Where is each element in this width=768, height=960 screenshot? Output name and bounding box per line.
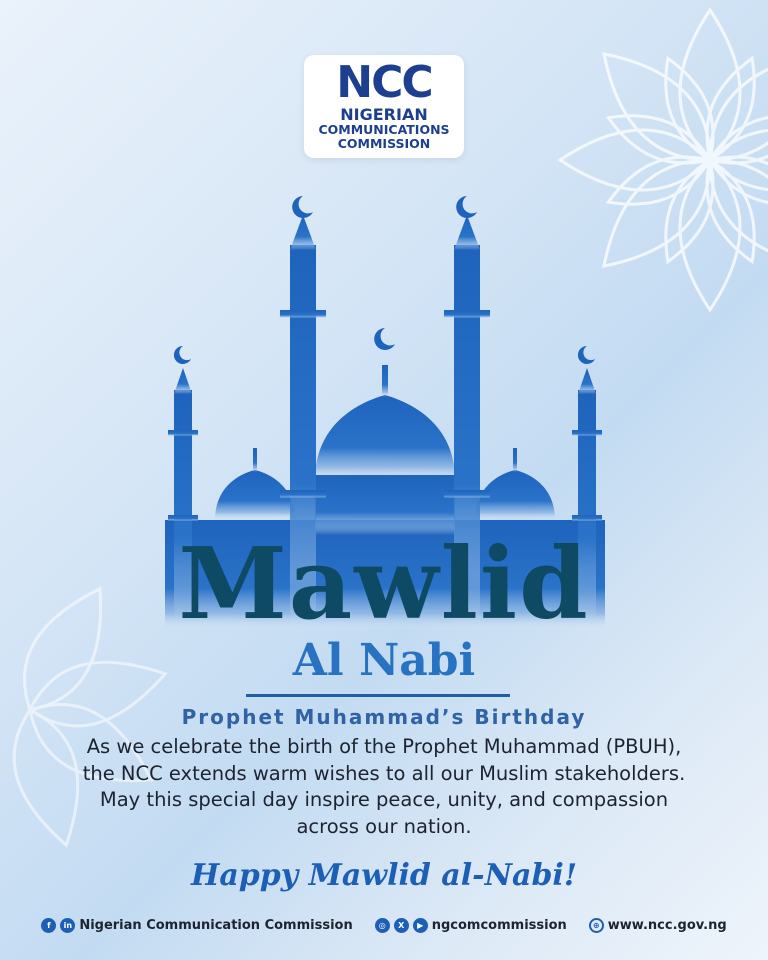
logo-line-nigerian: NIGERIAN bbox=[340, 105, 428, 124]
message-line: May this special day inspire peace, unity, and compassion bbox=[99, 788, 669, 811]
footer-social-handles[interactable] bbox=[375, 918, 567, 933]
globe-icon[interactable]: ⊕ bbox=[589, 918, 604, 933]
footer-website[interactable] bbox=[589, 918, 727, 933]
instagram-icon[interactable]: ◎ bbox=[375, 918, 390, 933]
message-line: As we celebrate the birth of the Prophet Muhammad (PBUH), bbox=[86, 735, 682, 758]
message-line: across our nation. bbox=[296, 814, 472, 838]
footer-facebook-linkedin[interactable] bbox=[41, 918, 352, 933]
footer-org-name[interactable]: Nigerian Communication Commission bbox=[79, 917, 353, 933]
greeting: Happy Mawlid al-Nabi! bbox=[191, 858, 577, 893]
title-mawlid: Mawlid bbox=[178, 527, 590, 642]
footer-website-url[interactable]: www.ncc.gov.ng bbox=[607, 917, 727, 933]
logo-line-commission: COMMISSION bbox=[337, 136, 431, 151]
message-body bbox=[40, 734, 728, 840]
ncc-logo bbox=[304, 55, 464, 158]
youtube-icon[interactable]: ▶ bbox=[413, 918, 428, 933]
subtitle-birthday: Prophet Muhammad’s Birthday bbox=[181, 705, 587, 729]
ncc-logo-mark: NCC bbox=[336, 57, 432, 108]
linkedin-icon[interactable]: in bbox=[60, 918, 75, 933]
logo-line-communications: COMMUNICATIONS bbox=[318, 122, 450, 137]
footer bbox=[0, 912, 768, 938]
message-line: the NCC extends warm wishes to all our Muslim stakeholders. bbox=[82, 761, 686, 785]
x-icon[interactable]: X bbox=[394, 918, 409, 933]
divider-line bbox=[246, 694, 510, 697]
footer-handle[interactable]: ngcomcommission bbox=[431, 917, 567, 933]
facebook-icon[interactable]: f bbox=[41, 918, 56, 933]
title-al-nabi: Al Nabi bbox=[292, 635, 476, 686]
